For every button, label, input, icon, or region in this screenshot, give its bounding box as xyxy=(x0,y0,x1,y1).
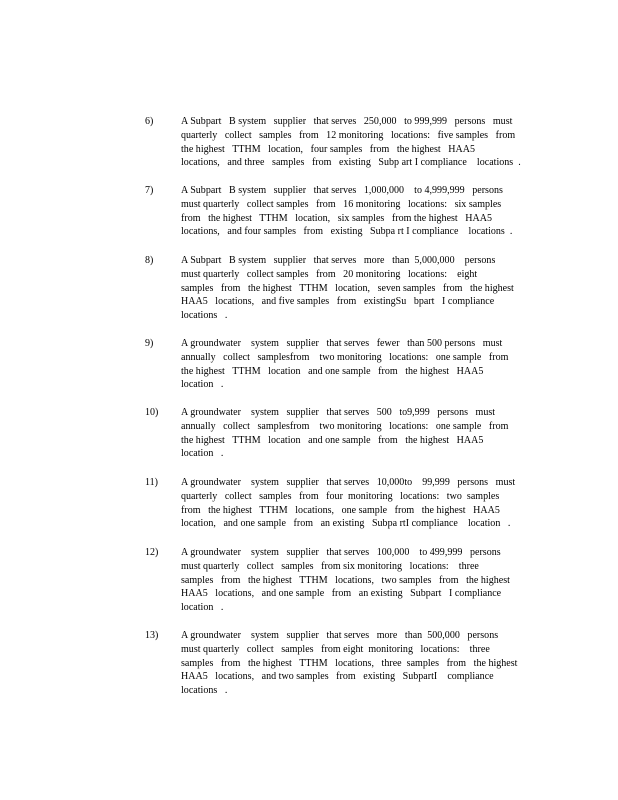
text-line: samples from the highest TTHM locations, two samples from the highest xyxy=(181,574,510,586)
text-line: location, and one sample from an existing Subpa rtI compliance location . xyxy=(181,518,511,530)
text-line: A Subpart B system supplier that serves 1,000,000 to 4,999,999 persons xyxy=(181,185,503,196)
list-item-number: 6) xyxy=(145,116,154,127)
text-line: must quarterly collect samples from eight monitoring locations: three xyxy=(181,643,490,655)
text-line: location . xyxy=(181,379,224,391)
text-line: the highest TTHM location and one sample from the highest HAA5 xyxy=(181,365,484,377)
text-line: the highest TTHM location and one sample from the highest HAA5 xyxy=(181,434,484,446)
text-line: location . xyxy=(181,602,224,614)
text-line: A groundwater system supplier that serves 100,000 to 499,999 persons xyxy=(181,547,501,558)
list-item-number: 12) xyxy=(145,547,159,558)
list-item-text xyxy=(181,115,541,170)
text-line: the highest TTHM location, four samples from the highest HAA5 xyxy=(181,143,476,155)
text-line: samples from the highest TTHM location, seven samples from the highest xyxy=(181,282,514,294)
list-item-text xyxy=(181,254,541,323)
text-line: must quarterly collect samples from six monitoring locations: three xyxy=(181,560,479,572)
list-item-text xyxy=(181,184,541,239)
text-line: annually collect samplesfrom two monitoring locations: one sample from xyxy=(181,351,509,363)
list-item-number: 11) xyxy=(145,477,158,488)
list-item-number: 10) xyxy=(145,407,159,418)
text-line: HAA5 locations, and two samples from existing SubpartI compliance xyxy=(181,671,494,683)
text-line: A groundwater system supplier that serves 10,000to 99,999 persons must xyxy=(181,477,516,488)
text-line: A groundwater system supplier that serves more than 500,000 persons xyxy=(181,630,499,641)
list-item-text xyxy=(181,476,541,531)
text-line: from the highest TTHM location, six samples from the highest HAA5 xyxy=(181,212,493,224)
text-line: location . xyxy=(181,448,224,460)
list-item-text xyxy=(181,629,541,698)
text-line: annually collect samplesfrom two monitoring locations: one sample from xyxy=(181,420,509,432)
list-item-number: 7) xyxy=(145,185,154,196)
text-line: samples from the highest TTHM locations, three samples from the highest xyxy=(181,657,518,669)
text-line: locations . xyxy=(181,685,228,697)
text-line: HAA5 locations, and one sample from an existing Subpart I compliance xyxy=(181,588,502,600)
text-line: locations, and four samples from existing Subpa rt I compliance locations . xyxy=(181,226,513,238)
text-line: quarterly collect samples from four monitoring locations: two samples xyxy=(181,490,500,502)
list-item-text xyxy=(181,337,541,392)
text-line: from the highest TTHM locations, one sample from the highest HAA5 xyxy=(181,504,500,516)
text-line: A groundwater system supplier that serves fewer than 500 persons must xyxy=(181,338,503,349)
text-line: must quarterly collect samples from 20 monitoring locations: eight xyxy=(181,268,478,280)
text-line: quarterly collect samples from 12 monitoring locations: five samples from xyxy=(181,129,516,141)
list-item-text xyxy=(181,546,541,615)
text-line: HAA5 locations, and five samples from existingSu bpart I compliance xyxy=(181,296,495,308)
list-item-number: 13) xyxy=(145,630,159,641)
text-line: locations . xyxy=(181,310,228,322)
text-line: A groundwater system supplier that serves 500 to9,999 persons must xyxy=(181,407,496,418)
text-line: A Subpart B system supplier that serves 250,000 to 999,999 persons must xyxy=(181,116,513,127)
list-item-text xyxy=(181,406,541,461)
text-line: A Subpart B system supplier that serves more than 5,000,000 persons xyxy=(181,255,496,266)
list-item-number: 8) xyxy=(145,255,154,266)
text-line: locations, and three samples from existing Subp art I compliance locations . xyxy=(181,157,521,169)
text-line: must quarterly collect samples from 16 monitoring locations: six samples xyxy=(181,198,502,210)
list-item-number: 9) xyxy=(145,338,154,349)
